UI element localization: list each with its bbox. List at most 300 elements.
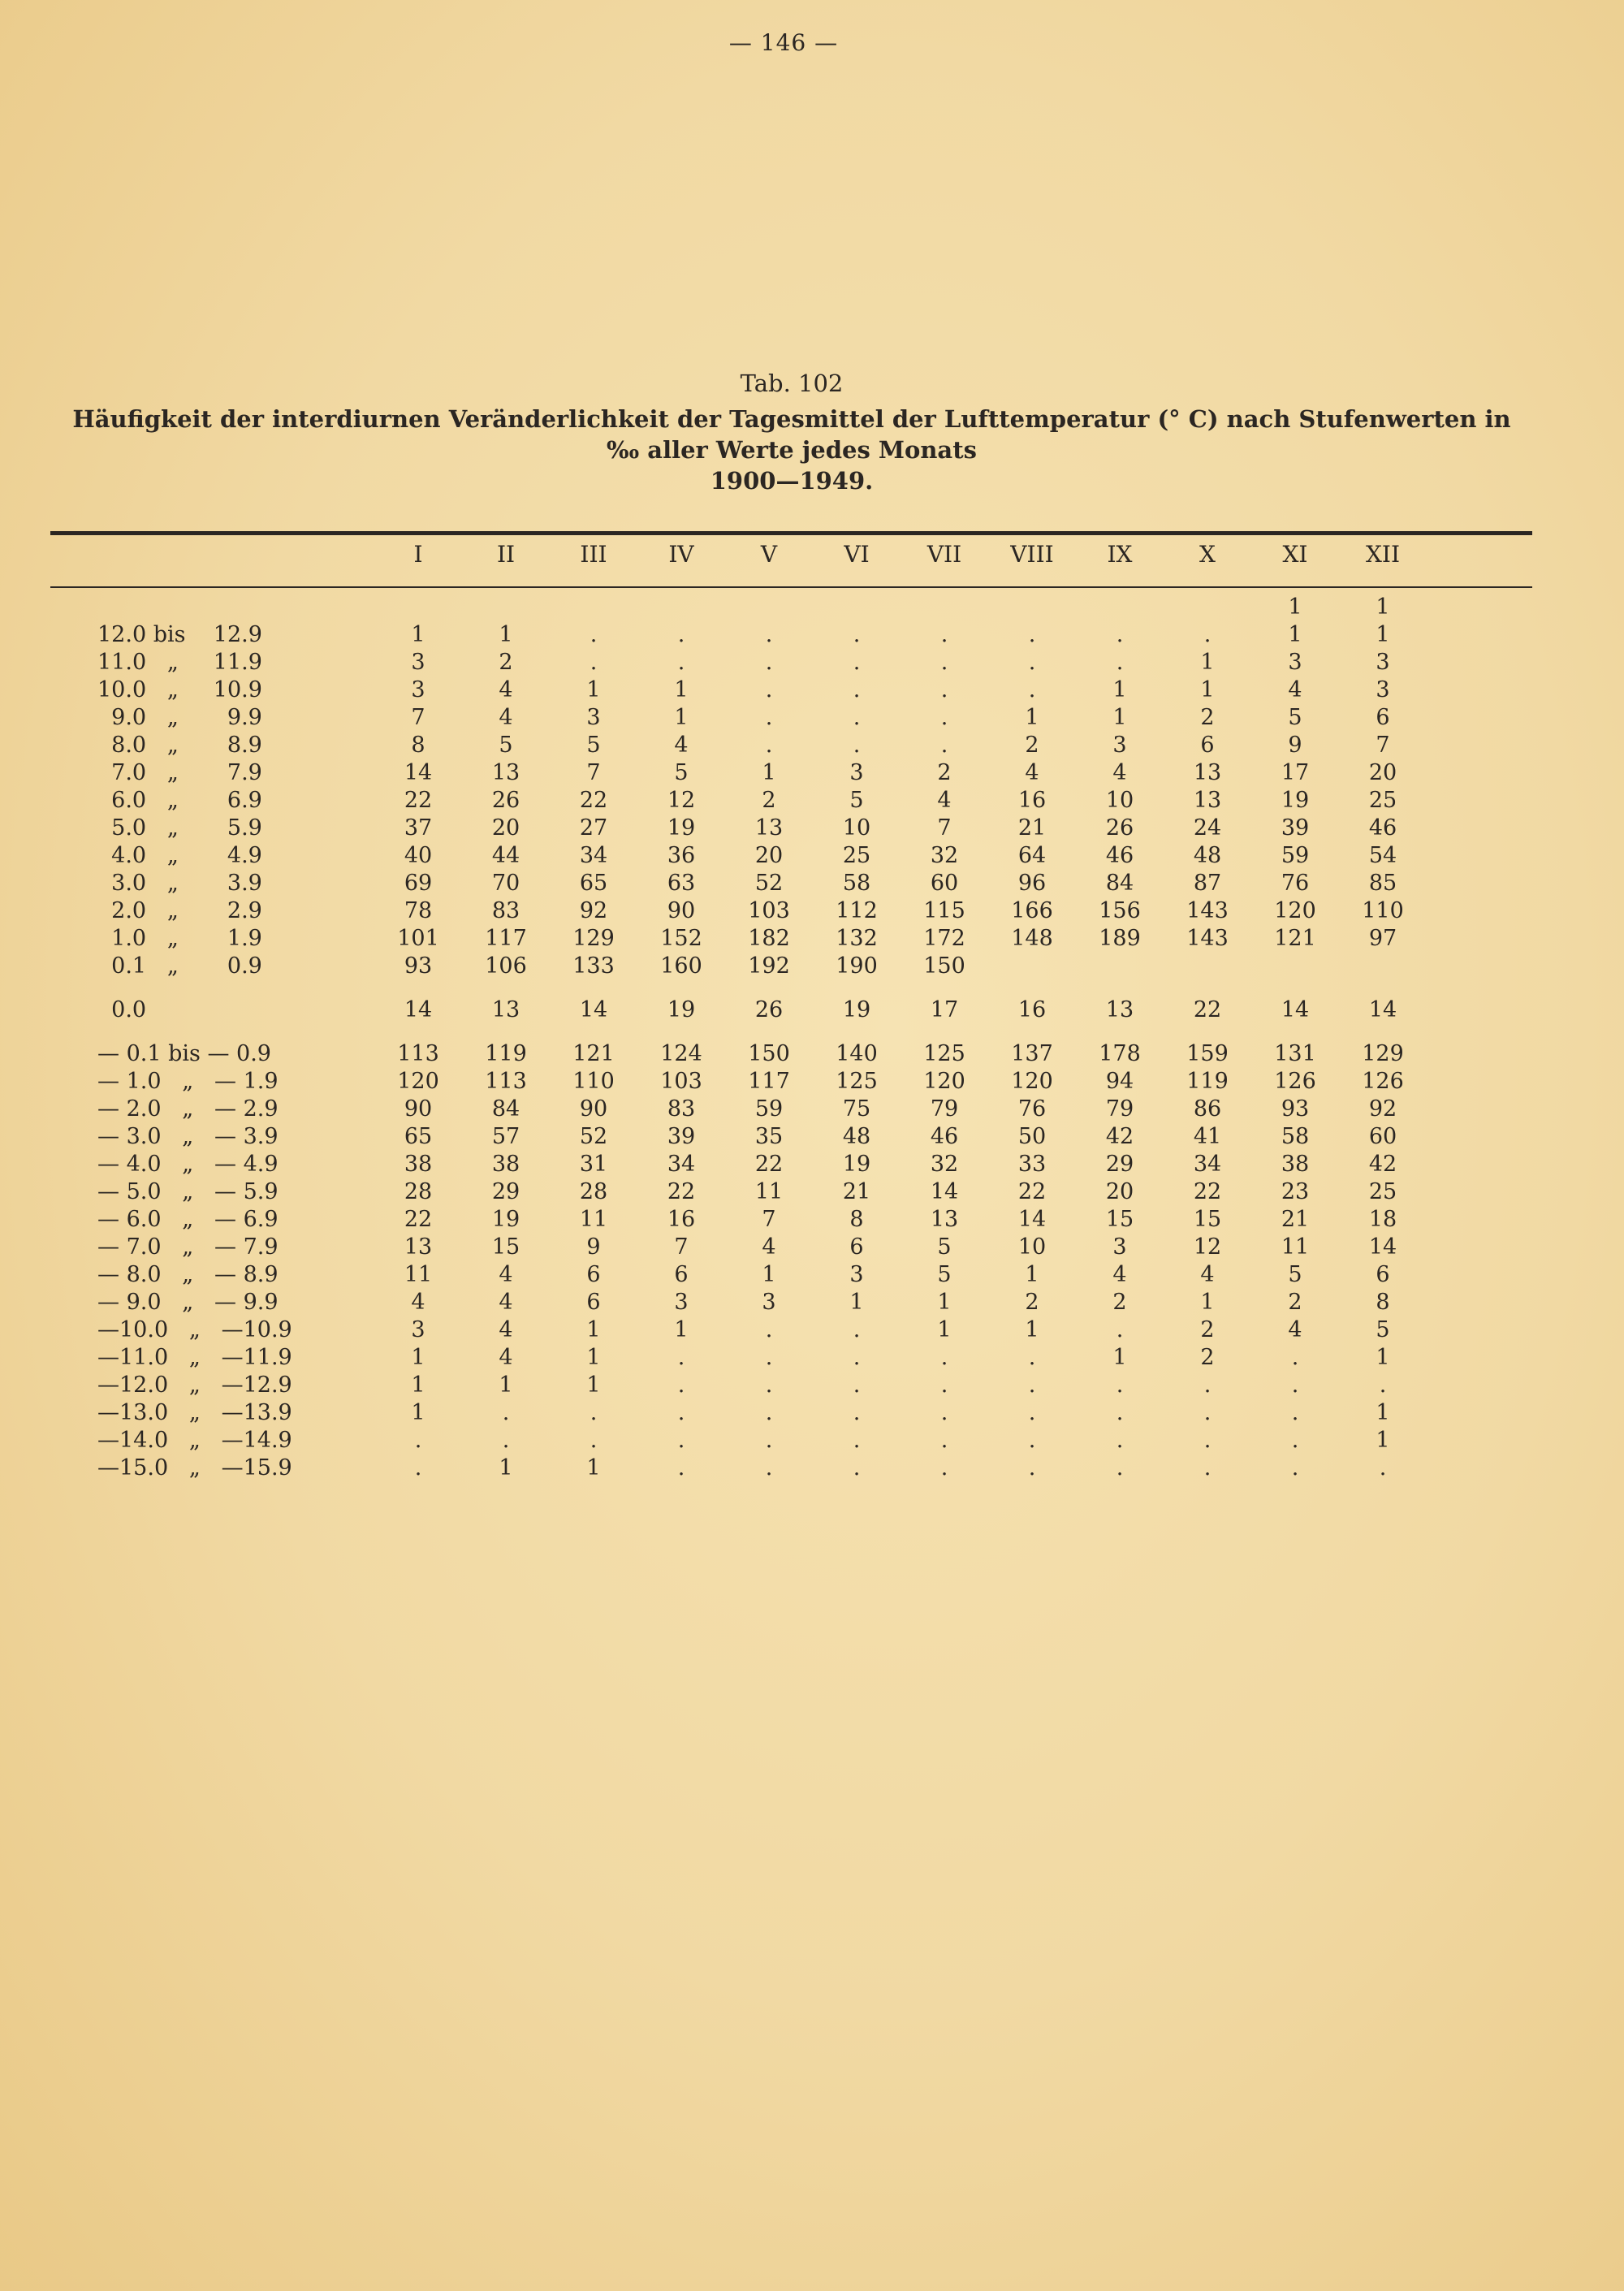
table-cell: 121	[572, 1041, 615, 1066]
table-cell: 119	[485, 1041, 527, 1066]
table-cell: 19	[667, 815, 696, 841]
month-header: VII	[926, 541, 962, 568]
table-cell: 65	[579, 871, 608, 896]
table-cell: 125	[836, 1069, 878, 1094]
table-cell: 2	[1288, 1290, 1302, 1315]
table-cell: 21	[1281, 1207, 1310, 1232]
table-cell: 97	[1368, 926, 1397, 951]
table-cell: 27	[579, 815, 608, 841]
row-label: —14.0 „ —14.9	[97, 1428, 292, 1453]
table-cell: 143	[1186, 926, 1229, 951]
table-cell: 1	[1200, 1290, 1215, 1315]
table-label: Tab. 102	[740, 370, 844, 397]
table-cell: 4	[1200, 1262, 1215, 1287]
table-cell: 52	[754, 871, 784, 896]
table-cell: 34	[667, 1152, 696, 1177]
table-cell: 6	[1376, 1262, 1390, 1287]
month-header: VIII	[1010, 541, 1054, 568]
table-cell: 1	[586, 1455, 601, 1481]
table-row	[0, 1345, 1624, 1372]
table-cell: 1	[586, 1345, 601, 1370]
table-cell: 69	[404, 871, 433, 896]
table-cell: 129	[572, 926, 615, 951]
table-row	[0, 1096, 1624, 1124]
table-cell: 9	[586, 1234, 601, 1260]
table-cell: 28	[579, 1179, 608, 1204]
table-cell: 25	[1368, 1179, 1397, 1204]
table-cell: 1	[1025, 1262, 1039, 1287]
table-cell: 26	[754, 997, 784, 1022]
table-row	[0, 997, 1624, 1025]
table-cell: 84	[1105, 871, 1134, 896]
table-cell: .	[1291, 1400, 1299, 1425]
table-cell: 2	[499, 650, 513, 675]
table-cell: .	[765, 650, 773, 675]
table-cell: 3	[674, 1290, 689, 1315]
table-cell: 46	[930, 1124, 959, 1149]
table-cell: 2	[1200, 1317, 1215, 1342]
table-cell: 1	[937, 1317, 952, 1342]
table-cell: .	[853, 1455, 861, 1481]
table-cell: 79	[1105, 1096, 1134, 1122]
table-row	[0, 1317, 1624, 1345]
table-cell: 90	[404, 1096, 433, 1122]
table-cell: 1	[411, 622, 425, 647]
table-cell: .	[765, 677, 773, 702]
table-cell: 93	[1281, 1096, 1310, 1122]
table-cell: 20	[1105, 1179, 1134, 1204]
table-cell: 115	[923, 898, 965, 923]
table-cell: 1	[1200, 650, 1215, 675]
row-label: 1.0 „ 1.9	[97, 926, 262, 951]
table-cell: 19	[667, 997, 696, 1022]
table-years: 1900—1949.	[710, 467, 874, 495]
table-cell: 14	[1368, 1234, 1397, 1260]
table-cell: 24	[1193, 815, 1222, 841]
table-cell: 52	[579, 1124, 608, 1149]
table-cell: 92	[579, 898, 608, 923]
table-cell: 3	[1376, 677, 1390, 702]
table-cell: .	[677, 1428, 685, 1453]
table-cell: .	[677, 1455, 685, 1481]
table-cell: 5	[1288, 1262, 1302, 1287]
row-label: 2.0 „ 2.9	[97, 898, 262, 923]
table-cell: .	[1379, 1455, 1387, 1481]
table-cell: 38	[1281, 1152, 1310, 1177]
table-cell: .	[1028, 622, 1036, 647]
table-cell: 152	[660, 926, 702, 951]
table-cell: 13	[930, 1207, 959, 1232]
table-cell: 5	[586, 733, 601, 758]
table-cell: 106	[485, 953, 527, 979]
table-cell: 159	[1186, 1041, 1229, 1066]
table-cell: 1	[1112, 705, 1127, 730]
table-cell: 39	[667, 1124, 696, 1149]
table-cell: 11	[1281, 1234, 1310, 1260]
table-cell: 6	[1200, 733, 1215, 758]
table-cell: 1	[1288, 594, 1302, 620]
month-header-row	[0, 541, 1624, 573]
table-cell: .	[765, 1317, 773, 1342]
table-cell: .	[853, 622, 861, 647]
row-label: —10.0 „ —10.9	[97, 1317, 292, 1342]
table-cell: 19	[842, 1152, 871, 1177]
table-cell: .	[1203, 1400, 1212, 1425]
table-cell: 35	[754, 1124, 784, 1149]
table-cell: 3	[411, 1317, 425, 1342]
table-cell: .	[940, 705, 948, 730]
table-row	[0, 1262, 1624, 1290]
table-cell: .	[590, 622, 598, 647]
table-row	[0, 1041, 1624, 1069]
table-cell: 34	[1193, 1152, 1222, 1177]
table-cell: 11	[404, 1262, 433, 1287]
table-cell: 59	[754, 1096, 784, 1122]
table-row	[0, 677, 1624, 705]
table-cell: 8	[849, 1207, 864, 1232]
table-cell: 4	[1112, 1262, 1127, 1287]
table-cell: .	[677, 650, 685, 675]
table-cell: .	[1379, 1372, 1387, 1398]
table-cell: 1	[499, 1455, 513, 1481]
table-cell: 65	[404, 1124, 433, 1149]
month-header: I	[413, 541, 423, 568]
table-cell: .	[940, 677, 948, 702]
row-label: — 4.0 „ — 4.9	[97, 1152, 279, 1177]
table-cell: 93	[404, 953, 433, 979]
table-cell: 1	[1376, 1345, 1390, 1370]
table-cell: 5	[849, 788, 864, 813]
table-cell: 22	[1193, 997, 1222, 1022]
row-label: 7.0 „ 7.9	[97, 760, 262, 785]
row-label: 0.0	[97, 997, 147, 1022]
row-label: 12.0 bis 12.9	[97, 622, 262, 647]
table-cell: 4	[499, 1262, 513, 1287]
table-cell: .	[765, 1400, 773, 1425]
table-cell: 76	[1281, 871, 1310, 896]
table-cell: 150	[923, 953, 965, 979]
table-cell: .	[590, 1428, 598, 1453]
table-cell: 25	[842, 843, 871, 868]
table-cell: .	[765, 733, 773, 758]
table-row	[0, 650, 1624, 677]
table-cell: 10	[842, 815, 871, 841]
row-label: 4.0 „ 4.9	[97, 843, 262, 868]
table-cell: 41	[1193, 1124, 1222, 1149]
table-cell: 16	[667, 1207, 696, 1232]
table-cell: 4	[1288, 677, 1302, 702]
table-cell: 20	[754, 843, 784, 868]
table-cell: 1	[1376, 594, 1390, 620]
table-row	[0, 1124, 1624, 1152]
row-label: — 5.0 „ — 5.9	[97, 1179, 279, 1204]
table-cell: .	[1028, 1345, 1036, 1370]
table-cell: 2	[1112, 1290, 1127, 1315]
table-cell: 1	[1200, 677, 1215, 702]
table-cell: .	[1116, 1317, 1124, 1342]
table-cell: .	[1116, 1428, 1124, 1453]
table-cell: 2	[1200, 1345, 1215, 1370]
table-cell: 83	[667, 1096, 696, 1122]
table-cell: 12	[1193, 1234, 1222, 1260]
table-cell: 32	[930, 1152, 959, 1177]
row-label: — 8.0 „ — 8.9	[97, 1262, 279, 1287]
row-label: 5.0 „ 5.9	[97, 815, 262, 841]
table-cell: 15	[1193, 1207, 1222, 1232]
month-header: IX	[1107, 541, 1133, 568]
table-cell: 36	[667, 843, 696, 868]
table-cell: .	[590, 650, 598, 675]
table-cell: 63	[667, 871, 696, 896]
table-cell: 14	[404, 760, 433, 785]
table-cell: 28	[404, 1179, 433, 1204]
table-cell: .	[853, 1345, 861, 1370]
table-cell: .	[940, 733, 948, 758]
table-cell: 3	[1288, 650, 1302, 675]
table-cell: 121	[1274, 926, 1316, 951]
table-cell: .	[414, 1428, 422, 1453]
table-cell: .	[765, 1455, 773, 1481]
table-row	[0, 705, 1624, 733]
table-cell: 64	[1017, 843, 1047, 868]
table-cell: 143	[1186, 898, 1229, 923]
table-cell: 48	[1193, 843, 1222, 868]
table-cell: 4	[1288, 1317, 1302, 1342]
table-cell: .	[853, 733, 861, 758]
table-cell: 1	[762, 760, 776, 785]
table-cell: 2	[1025, 1290, 1039, 1315]
month-header: X	[1199, 541, 1216, 568]
table-row	[0, 1400, 1624, 1428]
table-cell: 1	[674, 1317, 689, 1342]
table-cell: 1	[937, 1290, 952, 1315]
table-cell: 19	[1281, 788, 1310, 813]
table-cell: 6	[586, 1290, 601, 1315]
table-cell: 132	[836, 926, 878, 951]
table-row	[0, 1069, 1624, 1096]
table-cell: .	[677, 1400, 685, 1425]
table-cell: 42	[1105, 1124, 1134, 1149]
table-cell: 119	[1186, 1069, 1229, 1094]
table-cell: 3	[1376, 650, 1390, 675]
table-cell: 1	[411, 1345, 425, 1370]
table-cell: 1	[586, 677, 601, 702]
table-cell: 2	[762, 788, 776, 813]
table-cell: 150	[748, 1041, 790, 1066]
table-cell: 5	[1288, 705, 1302, 730]
table-row	[0, 871, 1624, 898]
table-cell: 125	[923, 1041, 965, 1066]
table-cell: 103	[748, 898, 790, 923]
table-cell: .	[1291, 1345, 1299, 1370]
table-cell: 4	[499, 1345, 513, 1370]
row-label: — 3.0 „ — 3.9	[97, 1124, 279, 1149]
table-cell: 110	[572, 1069, 615, 1094]
table-cell: 13	[1193, 788, 1222, 813]
row-label: — 1.0 „ — 1.9	[97, 1069, 279, 1094]
row-label: — 0.1 bis — 0.9	[97, 1041, 271, 1066]
table-cell: 103	[660, 1069, 702, 1094]
table-cell: 7	[674, 1234, 689, 1260]
table-cell: 1	[674, 705, 689, 730]
table-cell: 131	[1274, 1041, 1316, 1066]
table-cell: 15	[1105, 1207, 1134, 1232]
table-cell: 1	[586, 1372, 601, 1398]
table-row	[0, 898, 1624, 926]
table-cell: 83	[491, 898, 520, 923]
page-number: — 146 —	[728, 29, 839, 56]
table-cell: 117	[748, 1069, 790, 1094]
row-label: — 6.0 „ — 6.9	[97, 1207, 279, 1232]
table-cell: 3	[1112, 1234, 1127, 1260]
table-cell: 166	[1011, 898, 1053, 923]
table-cell: 39	[1281, 815, 1310, 841]
table-cell: 7	[762, 1207, 776, 1232]
table-cell: 78	[404, 898, 433, 923]
table-cell: 1	[762, 1262, 776, 1287]
table-cell: 75	[842, 1096, 871, 1122]
table-cell: 79	[930, 1096, 959, 1122]
table-cell: 1	[1376, 622, 1390, 647]
table-cell: 4	[499, 705, 513, 730]
table-row	[0, 1428, 1624, 1455]
table-cell: 182	[748, 926, 790, 951]
table-cell: 10	[1105, 788, 1134, 813]
table-cell: .	[940, 1428, 948, 1453]
table-cell: 26	[491, 788, 520, 813]
table-cell: .	[1116, 1372, 1124, 1398]
table-cell: 58	[842, 871, 871, 896]
month-header: III	[580, 541, 607, 568]
table-cell: .	[940, 650, 948, 675]
table-cell: 94	[1105, 1069, 1134, 1094]
table-cell: .	[853, 1400, 861, 1425]
table-cell: 23	[1281, 1179, 1310, 1204]
table-cell: .	[853, 705, 861, 730]
row-label: — 9.0 „ — 9.9	[97, 1290, 279, 1315]
table-cell: 20	[491, 815, 520, 841]
table-cell: 133	[572, 953, 615, 979]
table-cell: 22	[754, 1152, 784, 1177]
table-cell: 4	[937, 788, 952, 813]
table-cell: .	[853, 1428, 861, 1453]
table-subtitle: ‰ aller Werte jedes Monats	[607, 436, 977, 464]
table-row	[0, 594, 1624, 622]
row-label: — 2.0 „ — 2.9	[97, 1096, 279, 1122]
table-cell: 113	[397, 1041, 439, 1066]
table-cell: .	[853, 650, 861, 675]
table-cell: 189	[1099, 926, 1141, 951]
table-cell: 4	[411, 1290, 425, 1315]
table-cell: 1	[411, 1372, 425, 1398]
table-cell: 50	[1017, 1124, 1047, 1149]
table-cell: 5	[499, 733, 513, 758]
table-cell: 126	[1362, 1069, 1404, 1094]
table-row	[0, 1290, 1624, 1317]
table-title: Häufigkeit der interdiurnen Veränderlichkeit der Tagesmittel der Lufttemperatur (° C) nach Stufenwerten in	[72, 405, 1511, 433]
table-cell: .	[1116, 622, 1124, 647]
table-cell: 90	[579, 1096, 608, 1122]
month-header: XI	[1282, 541, 1308, 568]
table-cell: .	[765, 622, 773, 647]
table-row	[0, 1372, 1624, 1400]
table-cell: 1	[499, 1372, 513, 1398]
table-row	[0, 733, 1624, 760]
table-cell: 22	[404, 1207, 433, 1232]
table-cell: 14	[579, 997, 608, 1022]
row-label: 3.0 „ 3.9	[97, 871, 262, 896]
table-cell: 8	[1376, 1290, 1390, 1315]
table-cell: 11	[754, 1179, 784, 1204]
table-cell: 8	[411, 733, 425, 758]
table-row	[0, 622, 1624, 650]
table-cell: 20	[1368, 760, 1397, 785]
table-cell: 19	[491, 1207, 520, 1232]
row-label: 9.0 „ 9.9	[97, 705, 262, 730]
table-cell: 21	[1017, 815, 1047, 841]
month-header: V	[760, 541, 778, 568]
table-cell: 44	[491, 843, 520, 868]
table-cell: 40	[404, 843, 433, 868]
table-cell: 84	[491, 1096, 520, 1122]
table-cell: 1	[411, 1400, 425, 1425]
table-cell: .	[1203, 1455, 1212, 1481]
table-cell: 6	[849, 1234, 864, 1260]
table-cell: 9	[1288, 733, 1302, 758]
table-cell: 2	[1025, 733, 1039, 758]
table-cell: .	[1203, 1428, 1212, 1453]
row-label: 11.0 „ 11.9	[97, 650, 262, 675]
table-cell: 25	[1368, 788, 1397, 813]
table-cell: 124	[660, 1041, 702, 1066]
table-cell: 5	[937, 1262, 952, 1287]
table-cell: .	[940, 1455, 948, 1481]
table-row	[0, 815, 1624, 843]
table-cell: 120	[923, 1069, 965, 1094]
table-cell: 2	[937, 760, 952, 785]
table-cell: 3	[411, 677, 425, 702]
table-cell: 140	[836, 1041, 878, 1066]
table-cell: 37	[404, 815, 433, 841]
table-cell: 190	[836, 953, 878, 979]
table-cell: 14	[1281, 997, 1310, 1022]
table-row	[0, 1152, 1624, 1179]
table-cell: 85	[1368, 871, 1397, 896]
table-cell: 60	[1368, 1124, 1397, 1149]
table-cell: 1	[499, 622, 513, 647]
table-cell: 15	[491, 1234, 520, 1260]
table-cell: 16	[1017, 997, 1047, 1022]
table-cell: 14	[404, 997, 433, 1022]
table-cell: 3	[762, 1290, 776, 1315]
table-cell: .	[1116, 1455, 1124, 1481]
table-cell: .	[1028, 1400, 1036, 1425]
table-cell: 14	[1368, 997, 1397, 1022]
table-cell: 34	[579, 843, 608, 868]
table-cell: 13	[1105, 997, 1134, 1022]
table-cell: 1	[674, 677, 689, 702]
table-cell: 3	[849, 1262, 864, 1287]
table-cell: 1	[1376, 1400, 1390, 1425]
row-label: 0.1 „ 0.9	[97, 953, 262, 979]
table-cell: 60	[930, 871, 959, 896]
table-cell: .	[853, 1372, 861, 1398]
table-cell: .	[765, 1345, 773, 1370]
table-cell: 6	[674, 1262, 689, 1287]
table-cell: 3	[586, 705, 601, 730]
table-cell: 86	[1193, 1096, 1222, 1122]
table-cell: 137	[1011, 1041, 1053, 1066]
